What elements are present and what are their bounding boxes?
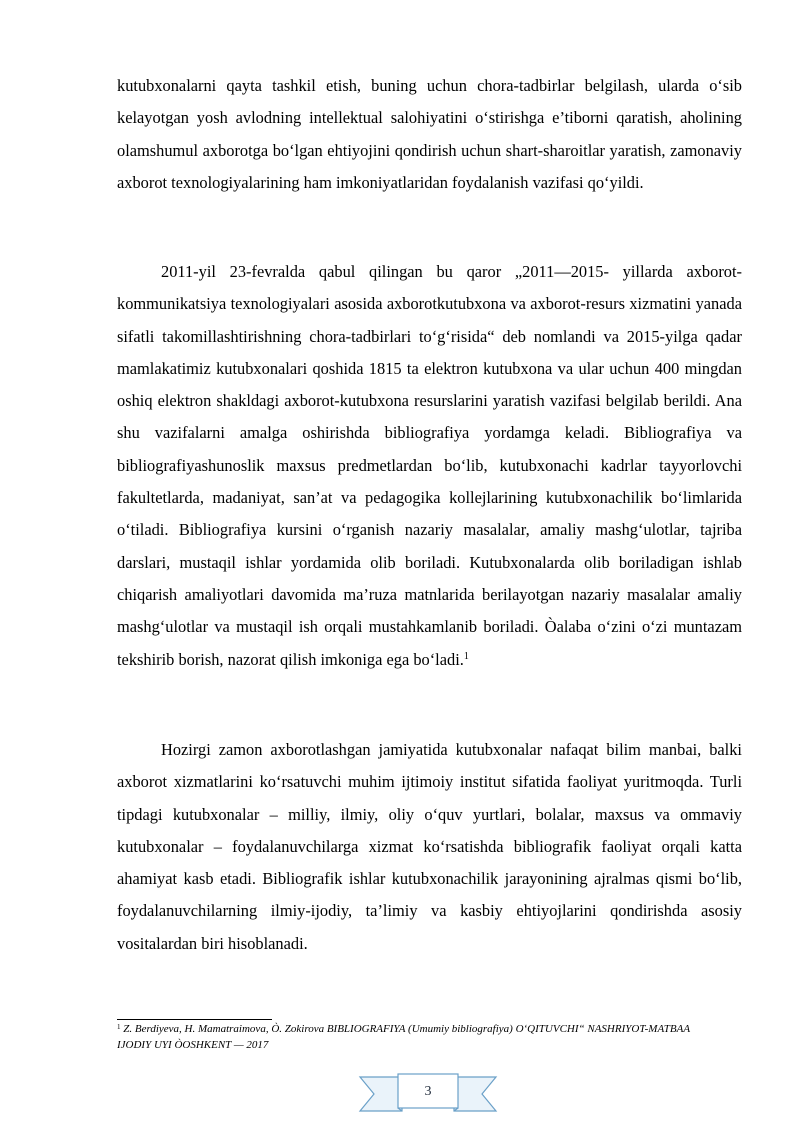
page-number-ribbon (358, 1072, 498, 1116)
footnote-text: Z. Berdiyeva, H. Mamatraimova, Ò. Zokirova BIBLIOGRAFIYA (Umumiy bibliografiya) O‘QITUVCHI“ NASHRIYOT-MATBAA IJODIY UYI ÒOSHKENT — 2017 (117, 1023, 690, 1051)
paragraph-2 (117, 256, 742, 676)
paragraph-2-text: 2011-yil 23-fevralda qabul qilingan bu qaror „2011—2015- yillarda axborot-kommunikatsiya texnologiyalari asosida axborotkutubxona va axborot-resurs xizmatini yanada sifatli takomillashtirishning chora-tadbirlari to‘g‘risida“ deb nomlandi va 2015-yilga qadar mamlakatimiz kutubxonalari qoshida 1815 ta elektron kutubxona va ular uchun 400 mingdan oshiq elektron shakldagi axborot-kutubxona resurslarini yaratish vazifasi belgilab berildi. Ana shu vazifalarni amalga oshirishda bibliografiya yordamga keladi. Bibliografiya va bibliografiyashunoslik maxsus predmetlardan bo‘lib, kutubxonachi kadrlar tayyorlovchi fakultetlarda, madaniyat, san’at va pedagogika kollejlarining kutubxonachilik bo‘limlarida o‘tiladi. Bibliografiya kursini o‘rganish nazariy masalalar, amaliy mashg‘ulotlar, tajriba darslari, mustaqil ishlar yordamida olib boriladi. Kutubxonalarda olib boriladigan ishlab chiqarish amaliyotlari davomida ma’ruza matnlarida berilayotgan nazariy masalalar amaliy mashg‘ulotlar va mustaqil ish orqali mustahkamlanib boriladi. Òalaba o‘zini o‘zi muntazam tekshirib borish, nazorat qilish imkoniga ega bo‘ladi. (117, 262, 742, 669)
footnote-divider (117, 1019, 272, 1020)
footnote (117, 1021, 717, 1053)
paragraph-1: kutubxonalarni qayta tashkil etish, buning uchun chora-tadbirlar belgilash, ularda o‘sib kelayotgan yosh avlodning intellektual salohiyatini o‘stirishga e’tiborni qaratish, aholining olamshumul axborotga bo‘lgan ehtiyojini qondirish uchun shart-sharoitlar yaratish, zamonaviy axborot texnologiyalarining ham imkoniyatlaridan foydalanish vazifasi qo‘yildi. (117, 76, 742, 192)
paragraph-3: Hozirgi zamon axborotlashgan jamiyatida kutubxonalar nafaqat bilim manbai, balki axborot xizmatlarini ko‘rsatuvchi muhim ijtimoiy institut sifatida faoliyat yuritmoqda. Turli tipdagi kutubxonalar – milliy, ilmiy, oliy o‘quv yurtlari, bolalar, maxsus va ommaviy kutubxonalar – foydalanuvchilarga xizmat ko‘rsatishda bibliografik faoliyat orqali katta ahamiyat kasb etadi. Bibliografik ishlar kutubxonachilik jarayonining ajralmas qismi bo‘lib, foydalanuvchilarning ilmiy-ijodiy, ta’limiy va kasbiy ehtiyojlarini qondirishda asosiy vositalardan biri hisoblanadi. (117, 740, 742, 953)
page-number: 3 (424, 1084, 432, 1099)
footnote-reference[interactable]: 1 (463, 650, 469, 662)
footnote-marker: 1 (117, 1023, 121, 1031)
